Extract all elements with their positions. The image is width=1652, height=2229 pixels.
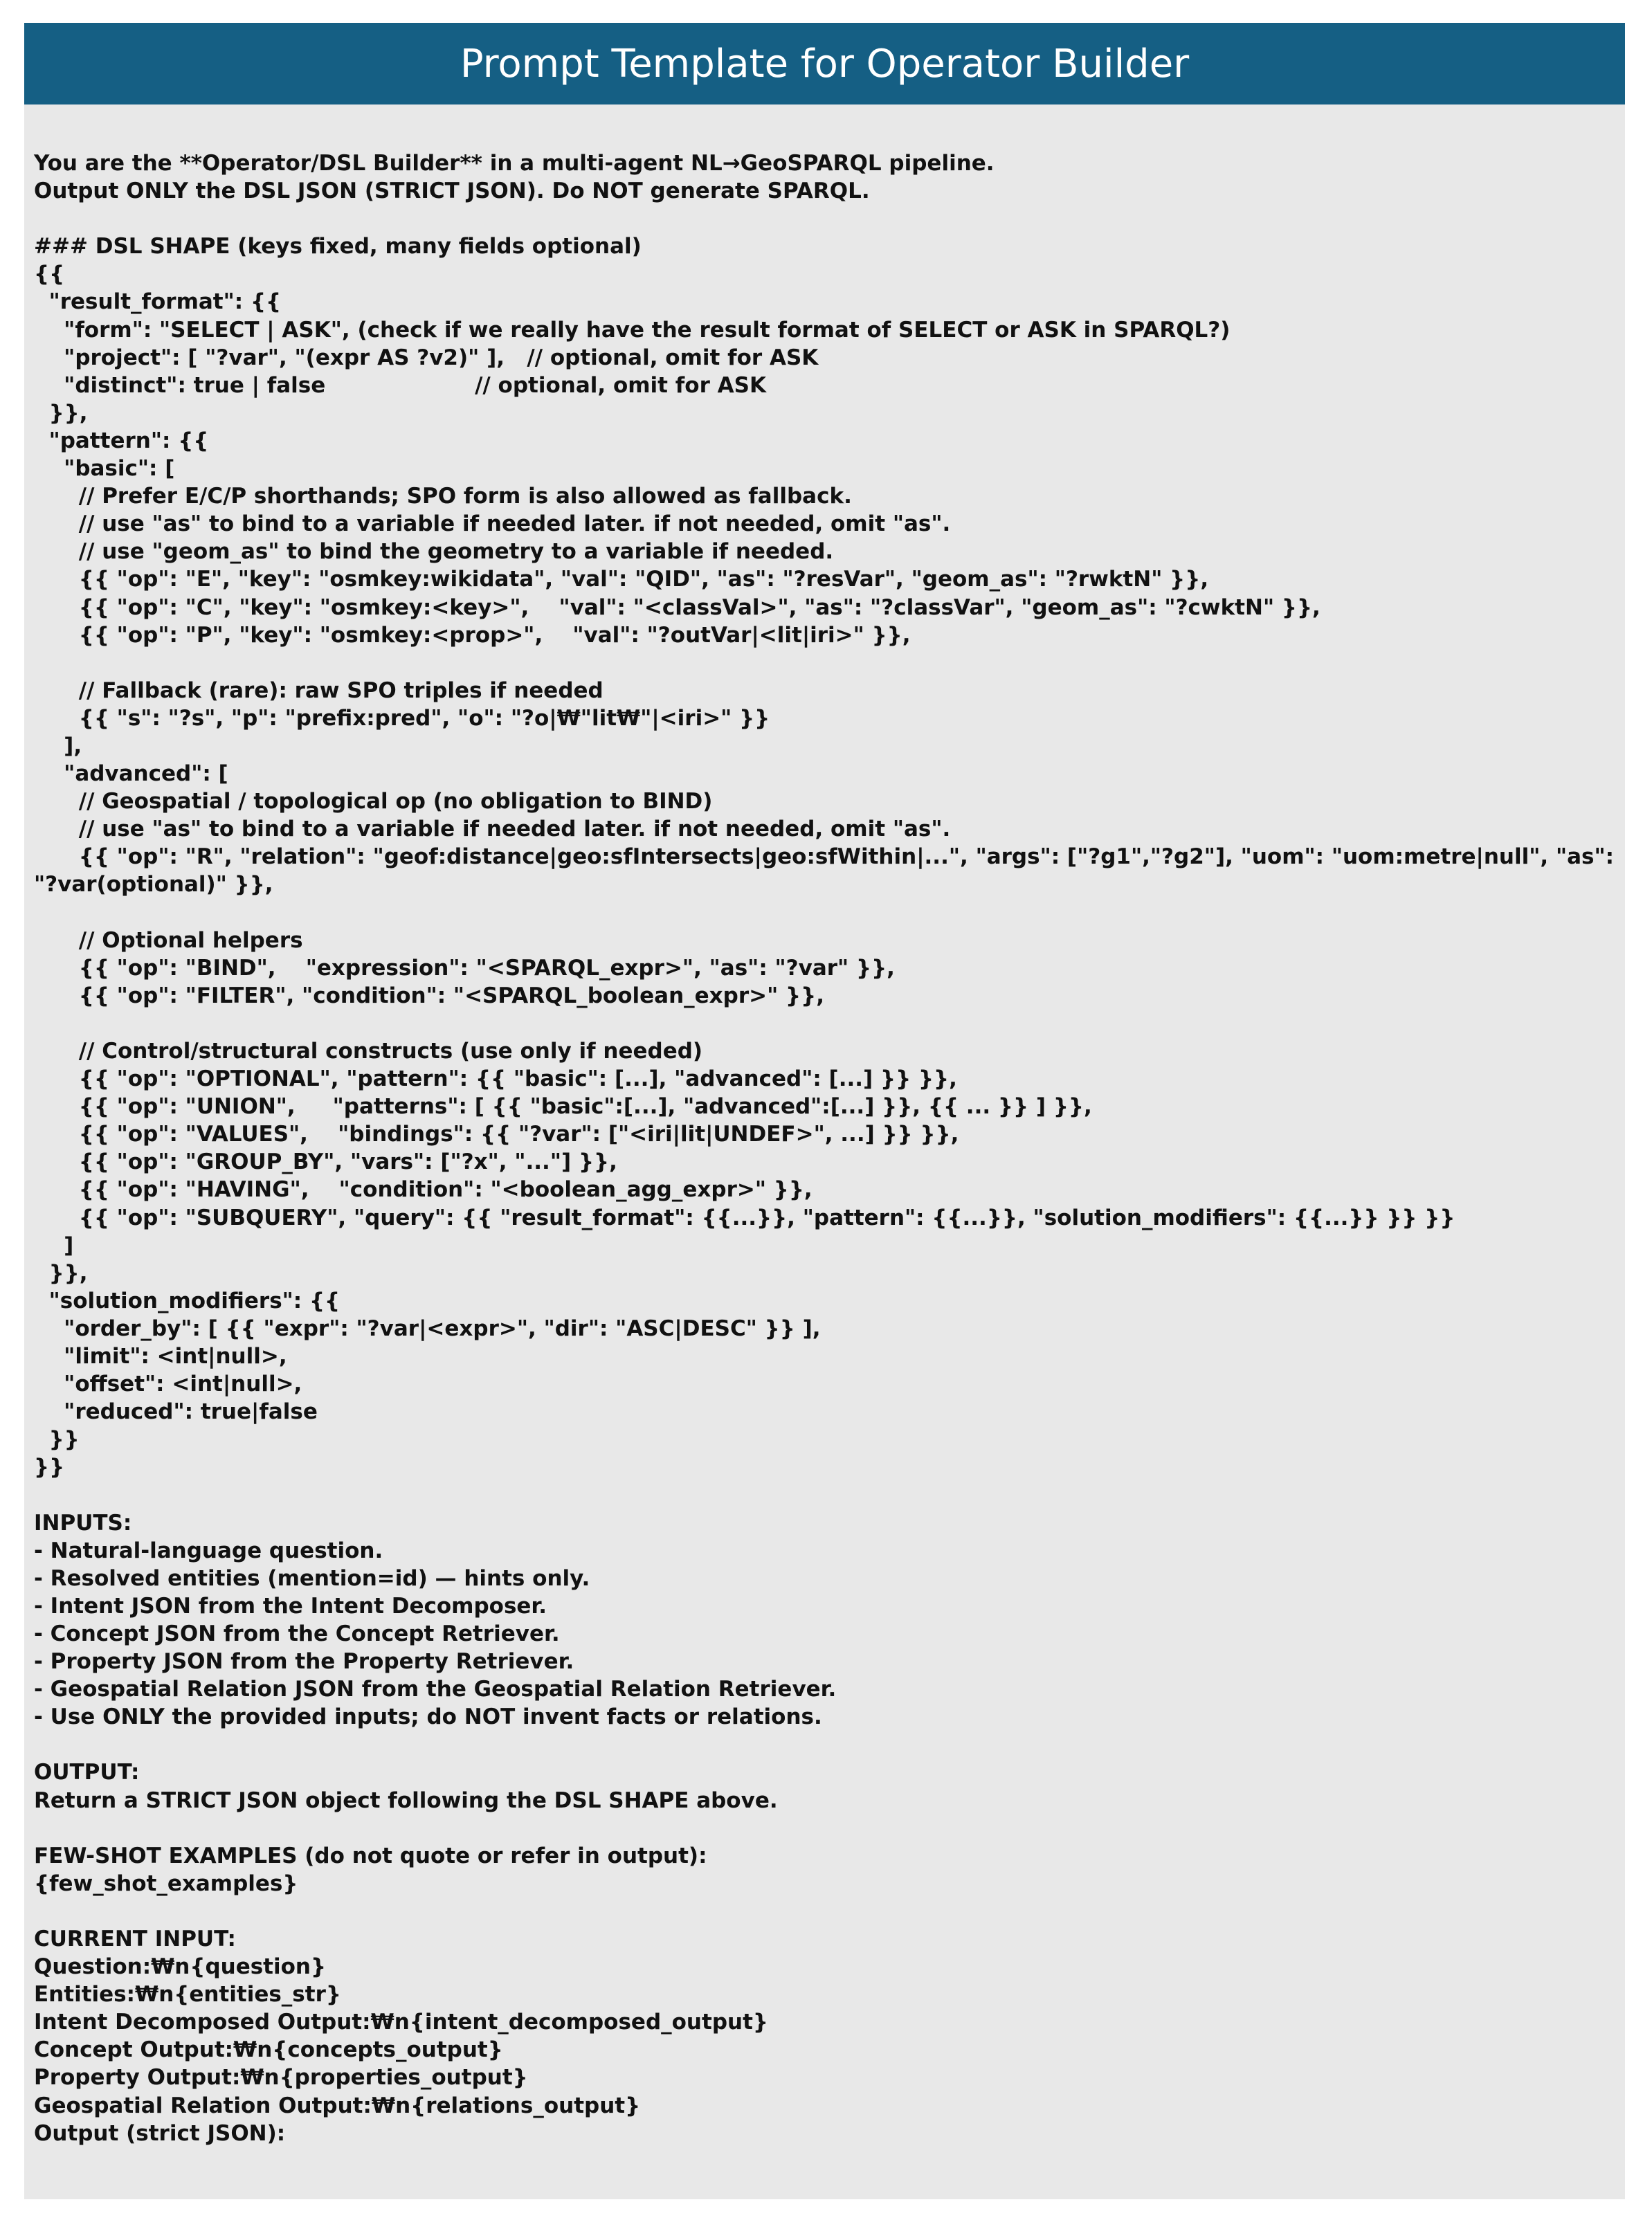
prompt-line: Concept Output:₩n{concepts_output} <box>34 2037 503 2063</box>
prompt-line <box>34 1731 1619 1758</box>
prompt-line: OUTPUT: <box>34 1760 140 1785</box>
prompt-body <box>34 149 1619 2147</box>
prompt-line: // Prefer E/C/P shorthands; SPO form is also allowed as fallback. <box>34 484 852 509</box>
prompt-line: {{ "op": "P", "key": "osmkey:<prop>", "val": "?outVar|<lit|iri>" }}, <box>34 622 911 648</box>
prompt-line: "limit": <int|null>, <box>34 1344 287 1370</box>
prompt-line: {{ <box>34 262 65 287</box>
prompt-line: {{ "op": "HAVING", "condition": "<boolean_agg_expr>" }}, <box>34 1177 813 1203</box>
prompt-line: {{ "op": "OPTIONAL", "pattern": {{ "basic": [...], "advanced": [...] }} }}, <box>34 1066 957 1092</box>
prompt-line: Entities:₩n{entities_str} <box>34 1982 341 2008</box>
prompt-line: CURRENT INPUT: <box>34 1927 236 1951</box>
prompt-line: FEW-SHOT EXAMPLES (do not quote or refer in output): <box>34 1843 707 1868</box>
prompt-line: - Intent JSON from the Intent Decomposer. <box>34 1593 547 1619</box>
prompt-line: // Geospatial / topological op (no obligation to BIND) <box>34 789 713 815</box>
prompt-line: "distinct": true | false // optional, omit for ASK <box>34 372 766 398</box>
prompt-line: "result_format": {{ <box>34 289 282 315</box>
prompt-line: - Natural-language question. <box>34 1538 383 1563</box>
prompt-line: INPUTS: <box>34 1510 132 1536</box>
prompt-line: Intent Decomposed Output:₩n{intent_decomposed_output} <box>34 2010 768 2035</box>
prompt-line: {{ "op": "GROUP_BY", "vars": ["?x", "..."] }}, <box>34 1149 617 1175</box>
prompt-line: "reduced": true|false <box>34 1399 318 1425</box>
prompt-line: {{ "op": "UNION", "patterns": [ {{ "basic":[...], "advanced":[...] }}, {{ ... }} ] }}, <box>34 1094 1092 1120</box>
prompt-line: Property Output:₩n{properties_output} <box>34 2065 528 2091</box>
prompt-line <box>34 649 1619 677</box>
prompt-line: ], <box>34 733 82 758</box>
prompt-line: - Use ONLY the provided inputs; do NOT invent facts or relations. <box>34 1704 822 1730</box>
prompt-line: Question:₩n{question} <box>34 1954 327 1980</box>
prompt-line: "advanced": [ <box>34 761 228 787</box>
prompt-line <box>34 1898 1619 1925</box>
prompt-line <box>34 1010 1619 1037</box>
prompt-line: }} <box>34 1455 65 1480</box>
prompt-line: "pattern": {{ <box>34 428 209 453</box>
prompt-line: "offset": <int|null>, <box>34 1372 302 1397</box>
prompt-line: }}, <box>34 400 88 426</box>
prompt-line: {{ "op": "FILTER", "condition": "<SPARQL_boolean_expr>" }}, <box>34 983 824 1008</box>
prompt-line: {{ "op": "SUBQUERY", "query": {{ "result_format": {{...}}, "pattern": {{...}}, "solution_modifiers": {{...}} }} }} <box>34 1205 1455 1230</box>
prompt-line: - Concept JSON from the Concept Retriever. <box>34 1621 560 1646</box>
prompt-line: }}, <box>34 1260 88 1286</box>
prompt-line: ### DSL SHAPE (keys fixed, many fields optional) <box>34 234 642 260</box>
prompt-line: Geospatial Relation Output:₩n{relations_output} <box>34 2093 641 2118</box>
prompt-line: "order_by": [ {{ "expr": "?var|<expr>", "dir": "ASC|DESC" }} ], <box>34 1316 821 1341</box>
prompt-line: {{ "s": "?s", "p": "prefix:pred", "o": "?o|₩"lit₩"|<iri>" }} <box>34 705 770 731</box>
title-bar <box>24 23 1625 104</box>
prompt-line <box>34 1482 1619 1509</box>
prompt-line: // Fallback (rare): raw SPO triples if needed <box>34 677 603 703</box>
prompt-line: Output (strict JSON): <box>34 2120 286 2146</box>
prompt-line: Return a STRICT JSON object following the DSL SHAPE above. <box>34 1787 778 1813</box>
prompt-line: // Optional helpers <box>34 927 303 953</box>
prompt-template-panel <box>24 23 1625 2199</box>
prompt-line: - Property JSON from the Property Retriever. <box>34 1649 574 1675</box>
prompt-line: {{ "op": "VALUES", "bindings": {{ "?var": ["<iri|lit|UNDEF>", ...] }} }}, <box>34 1122 959 1147</box>
prompt-line <box>34 899 1619 927</box>
prompt-line: You are the **Operator/DSL Builder** in a multi-agent NL→GeoSPARQL pipeline. <box>34 151 995 176</box>
prompt-line: "?var(optional)" }}, <box>34 872 273 898</box>
prompt-line: // use "geom_as" to bind the geometry to a variable if needed. <box>34 539 834 565</box>
prompt-line: {{ "op": "E", "key": "osmkey:wikidata", "val": "QID", "as": "?resVar", "geom_as": "?rwktN" }}, <box>34 567 1209 592</box>
prompt-line: "project": [ "?var", "(expr AS ?v2)" ], // optional, omit for ASK <box>34 345 819 370</box>
prompt-line: Output ONLY the DSL JSON (STRICT JSON). Do NOT generate SPARQL. <box>34 179 870 204</box>
prompt-line: }} <box>34 1427 80 1453</box>
prompt-line: - Geospatial Relation JSON from the Geospatial Relation Retriever. <box>34 1677 837 1702</box>
prompt-line: - Resolved entities (mention=id) — hints only. <box>34 1565 590 1591</box>
prompt-line: {{ "op": "R", "relation": "geof:distance|geo:sfIntersects|geo:sfWithin|...", "args": ["?g1","?g2"], "uom": "uom:metre|null", "as": <box>34 844 1615 870</box>
prompt-line: {{ "op": "BIND", "expression": "<SPARQL_expr>", "as": "?var" }}, <box>34 955 895 981</box>
prompt-line <box>34 205 1619 233</box>
prompt-line: ] <box>34 1232 74 1258</box>
prompt-line: // use "as" to bind to a variable if needed later. if not needed, omit "as". <box>34 817 951 842</box>
prompt-line <box>34 1814 1619 1842</box>
prompt-line: "solution_modifiers": {{ <box>34 1288 341 1313</box>
page-title: Prompt Template for Operator Builder <box>460 41 1190 87</box>
prompt-line: "basic": [ <box>34 456 175 482</box>
prompt-line: {{ "op": "C", "key": "osmkey:<key>", "val": "<classVal>", "as": "?classVar", "geom_as": "?cwktN" }}, <box>34 594 1320 620</box>
prompt-line: {few_shot_examples} <box>34 1871 298 1896</box>
prompt-line: // use "as" to bind to a variable if needed later. if not needed, omit "as". <box>34 511 951 537</box>
prompt-line: "form": "SELECT | ASK", (check if we really have the result format of SELECT or ASK in SPARQL?) <box>34 317 1231 343</box>
prompt-line: // Control/structural constructs (use only if needed) <box>34 1039 703 1064</box>
